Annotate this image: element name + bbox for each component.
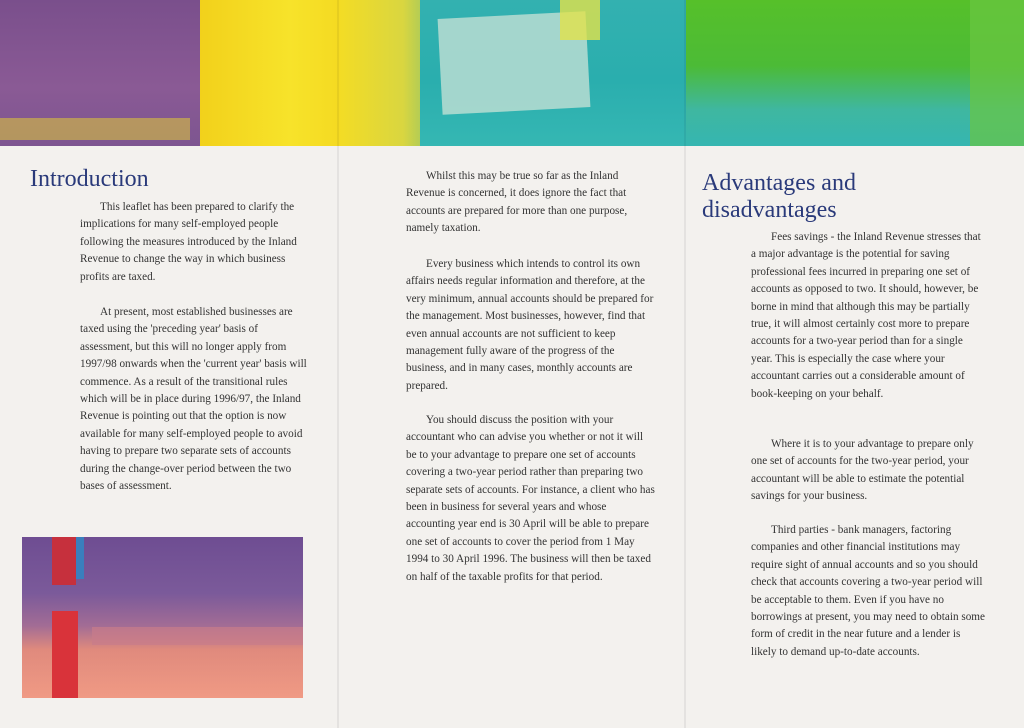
band-yellow-stroke [560, 0, 600, 40]
advantages-paragraph-1: Fees savings - the Inland Revenue stresses that a major advantage is the potential for saving professional fees incurred in preparing one set of accounts as opposed to two. It should, however, be borne in mind that although this may be partially true, it will almost certainly cost more to prepare accounts for a two-year period than for a single year. This is especially the case where your accountant carries out a considerable amount of book-keeping on your behalf. [751, 231, 981, 400]
abstract-painting-image [22, 537, 303, 698]
band-right-green-streak [970, 0, 1024, 146]
art-smear [92, 627, 303, 645]
art-red-bar-bottom [52, 611, 78, 698]
middle-paragraph-1: Whilst this may be true so far as the Inland Revenue is concerned, it does ignore the fact that accounts are prepared for more than one purpose, namely taxation. [406, 170, 628, 235]
intro-paragraph-1: This leaflet has been prepared to clarify the implications for many self-employed people following the measures introduced by the Inland Revenue to change the way in which business profits are taxed. [80, 201, 297, 283]
advantages-heading-line-1: Advantages and [702, 170, 856, 196]
advantages-heading-line-2: disadvantages [702, 197, 837, 223]
advantages-heading [702, 170, 952, 224]
introduction-panel [0, 146, 337, 728]
advantages-panel [686, 146, 1024, 728]
band-yellow-green-segment [340, 0, 430, 146]
advantages-paragraph-2: Where it is to your advantage to prepare only one set of accounts for the two-year period, your accountant will be able to estimate the potential savings for your business. [751, 438, 974, 503]
art-blue-stroke [76, 537, 84, 579]
middle-panel [339, 146, 684, 728]
art-red-bar-top [52, 537, 76, 585]
advantages-paragraph-3: Third parties - bank managers, factoring companies and other financial institutions may require sight of annual accounts and so you should check that accounts covering a two-year period will be acceptable to them. Even if you have no borrowings at present, you may need to obtain some form of credit in the near future and a lender is likely to demand up-to-date accounts. [751, 524, 985, 658]
introduction-heading: Introduction [30, 166, 149, 192]
band-yellow-streak [0, 118, 190, 140]
intro-paragraph-2: At present, most established businesses are taxed using the 'preceding year' basis of assessment, but this will no longer apply from 1997/98 onwards when the 'current year' basis will commence. As a result of the transitional rules which will be in place during 1996/97, the Inland Revenue is pointing out that the option is now available for many self-employed people to avoid having to prepare two separate sets of accounts during the change-over period between the two bases of assessment. [80, 306, 307, 493]
middle-paragraph-2: Every business which intends to control its own affairs needs regular information and therefore, at the very minimum, annual accounts should be prepared for the management. Most businesses, however, find that even annual accounts are not sufficient to keep management fully aware of the progress of the business, and in many cases, monthly accounts are prepared. [406, 258, 654, 392]
middle-paragraph-3: You should discuss the position with your accountant who can advise you whether or not it will be to your advantage to prepare one set of accounts covering a two-year period rather than preparing two separate sets of accounts. For instance, a client who has been in business for several years and whose accounting year end is 30 April will be able to prepare one set of accounts to cover the period from 1 May 1994 to 30 April 1996. The business will then be taxed on half of the taxable profits for that period. [406, 414, 655, 583]
painted-header-band [0, 0, 1024, 146]
band-yellow-segment [200, 0, 350, 146]
